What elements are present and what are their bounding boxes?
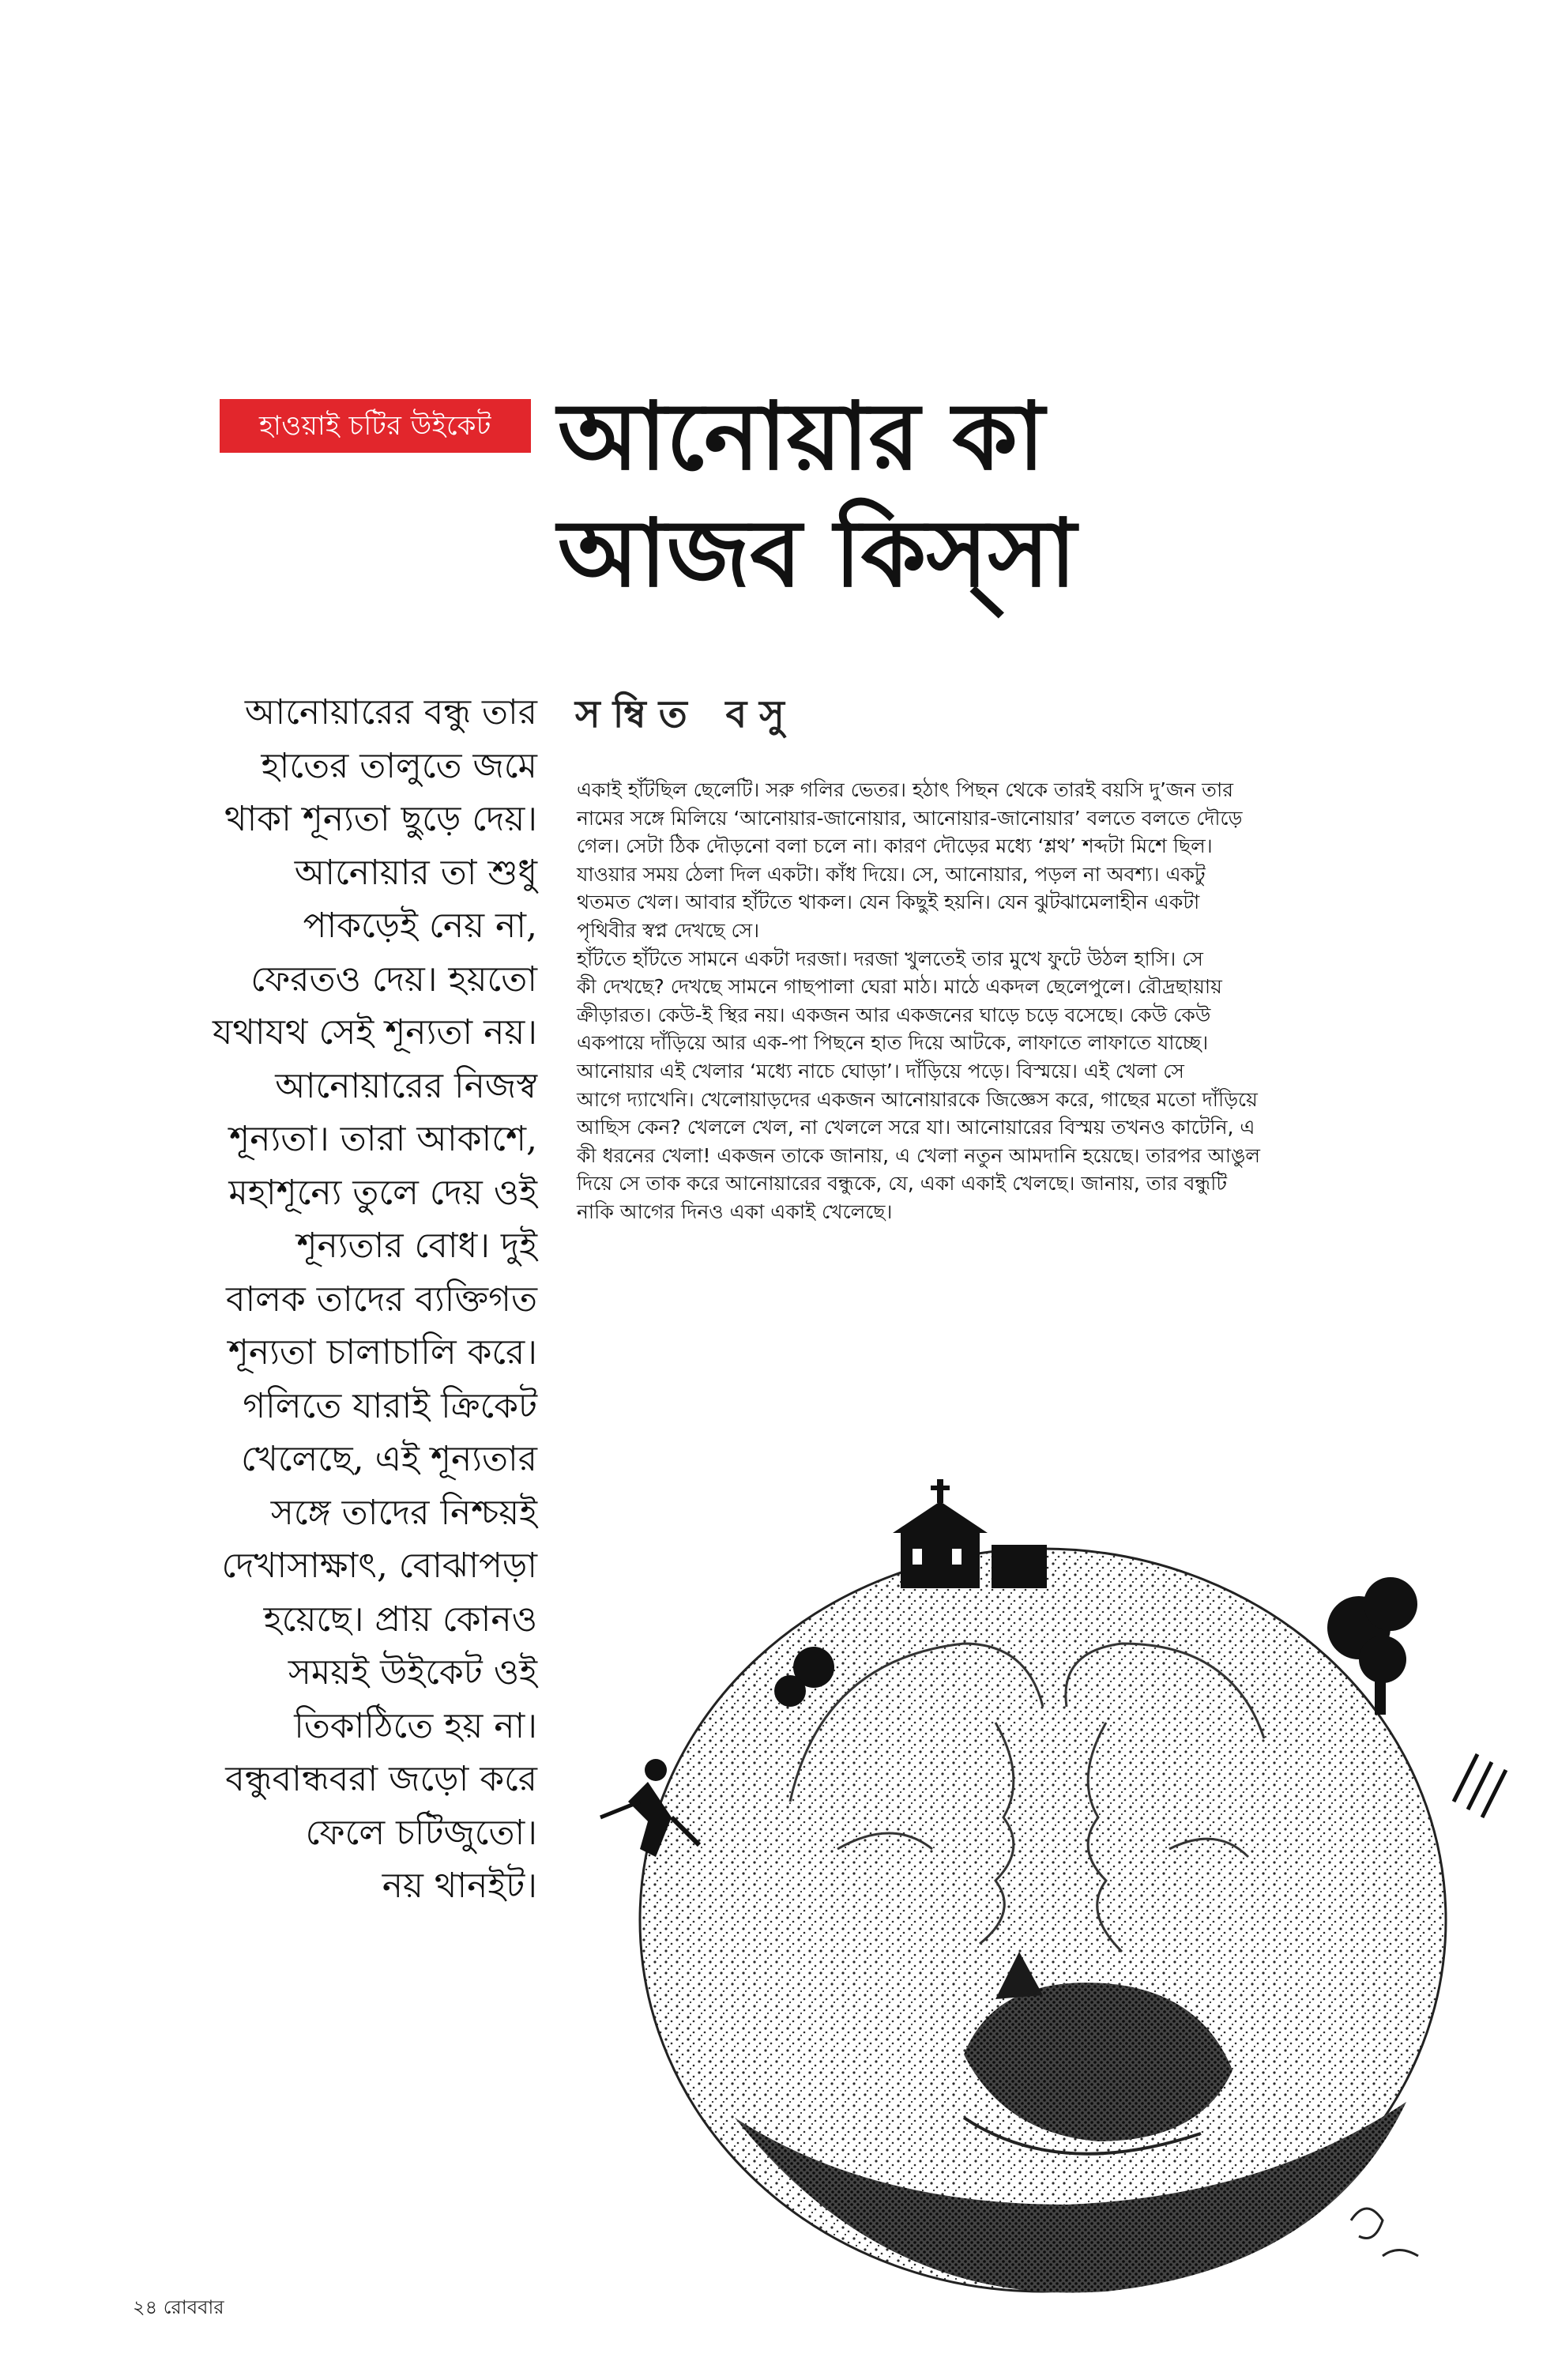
pull-quote (111, 686, 537, 1913)
body-line: একাই হাঁটছিল ছেলেটি। সরু গলির ভেতর। হঠাৎ পিছন থেকে তারই বয়সি দু’জন তার (577, 778, 1233, 801)
body-line: আগে দ্যাখেনি। খেলোয়াড়দের একজন আনোয়ারকে জিজ্ঞেস করে, গাছের মতো দাঁড়িয়ে (577, 1087, 1258, 1111)
wicket-icon (1454, 1754, 1506, 1817)
globe-illustration (553, 1407, 1541, 2339)
body-line: দিয়ে সে তাক করে আনোয়ারের বন্ধুকে, যে, একা একাই খেলছে। জানায়, তার বন্ধুটি (577, 1172, 1228, 1196)
pull-quote-line: শূন্যতা। তারা আকাশে, (229, 1119, 537, 1159)
pull-quote-line: আনোয়ারের বন্ধু তার (244, 692, 537, 732)
pull-quote-line: সময়ই উইকেট ওই (288, 1652, 537, 1693)
body-line: নামের সঙ্গে মিলিয়ে ‘আনোয়ার-জানোয়ার, আনোয়ার-জানোয়ার’ বলতে বলতে দৌড়ে (577, 806, 1243, 830)
body-line: পৃথিবীর স্বপ্ন দেখছে সে। (577, 918, 760, 942)
church-icon (893, 1479, 1047, 1588)
pull-quote-line: ফেলে চটিজুতো। (305, 1812, 537, 1853)
globe (640, 1549, 1446, 2293)
pull-quote-line: যথাযথ সেই শূন্যতা নয়। (213, 1012, 537, 1053)
pull-quote-line: আনোয়ারের নিজস্ব (275, 1065, 537, 1106)
pull-quote-line: আনোয়ার তা শুধু (294, 852, 537, 893)
pull-quote-line: নয় থানইট। (382, 1866, 537, 1906)
body-line: থতমত খেল। আবার হাঁটতে থাকল। যেন কিছুই হয়নি। যেন ঝুটঝামেলাহীন একটা (577, 891, 1200, 914)
body-line: গেল। সেটা ঠিক দৌড়নো বলা চলে না। কারণ দৌড়ের মধ্যে ‘শ্লথ’ শব্দটা মিশে ছিল। (577, 834, 1213, 858)
body-line: কী ধরনের খেলা! একজন তাকে জানায়, এ খেলা নতুন আমদানি হয়েছে। তারপর আঙুল (577, 1143, 1260, 1167)
pull-quote-line: শূন্যতা চালাচালি করে। (228, 1332, 537, 1373)
pull-quote-line: হাতের তালুতে জমে (261, 745, 537, 786)
pull-quote-line: তিকাঠিতে হয় না। (294, 1705, 537, 1746)
body-line: ক্রীড়ারত। কেউ-ই স্থির নয়। একজন আর একজনের ঘাড়ে চড়ে বসেছে। কেউ কেউ (577, 1003, 1211, 1026)
pull-quote-line: হয়েছে। প্রায় কোনও (263, 1599, 537, 1640)
artist-signature (1351, 2209, 1418, 2256)
body-line: আছিস কেন? খেললে খেল, না খেললে সরে যা। আনোয়ারের বিস্ময় তখনও কাটেনি, এ (577, 1116, 1255, 1139)
body-line: হাঁটতে হাঁটতে সামনে একটা দরজা। দরজা খুলতেই তার মুখে ফুটে উঠল হাসি। সে (577, 947, 1203, 970)
body-line: আনোয়ার এই খেলার ‘মধ্যে নাচে ঘোড়া’। দাঁড়িয়ে পড়ে। বিস্ময়ে। এই খেলা সে (577, 1059, 1184, 1083)
pull-quote-line: শূন্যতার বোধ। দুই (296, 1226, 537, 1266)
body-line: একপায়ে দাঁড়িয়ে আর এক-পা পিছনে হাত দিয়ে আটকে, লাফাতে লাফাতে যাচ্ছে। (577, 1031, 1209, 1055)
pull-quote-line: সঙ্গে তাদের নিশ্চয়ই (270, 1492, 537, 1533)
pull-quote-line: পাকড়েই নেয় না, (303, 906, 537, 946)
pull-quote-line: থাকা শূন্যতা ছুড়ে দেয়। (224, 799, 537, 839)
article-title (558, 378, 1348, 612)
pull-quote-line: বন্ধুবান্ধবরা জড়ো করে (225, 1759, 537, 1799)
body-line: নাকি আগের দিনও একা একাই খেলেছে। (577, 1199, 893, 1223)
pull-quote-line: গলিতে যারাই ক্রিকেট (243, 1385, 537, 1426)
author-byline: সম্বিত বসু (575, 692, 797, 736)
pull-quote-line: দেখাসাক্ষাৎ, বোঝাপড়া (221, 1546, 537, 1586)
body-line: কী দেখছে? দেখছে সামনে গাছপালা ঘেরা মাঠ। মাঠে একদল ছেলেপুলে। রৌদ্রছায়ায় (577, 975, 1222, 999)
title-line: আনোয়ার কা (558, 381, 1045, 491)
pull-quote-line: মহাশূন্যে তুলে দেয় ওই (228, 1172, 537, 1213)
pull-quote-line: খেলেছে, এই শূন্যতার (241, 1439, 537, 1479)
title-line: আজব কিস্‌সা (558, 498, 1077, 608)
page-folio: ২৪ রোববার (133, 2296, 224, 2318)
body-line: যাওয়ার সময় ঠেলা দিল একটা। কাঁধ দিয়ে। সে, আনোয়ার, পড়ল না অবশ্য। একটু (577, 862, 1206, 886)
section-tag: হাওয়াই চটির উইকেট (220, 399, 531, 453)
pull-quote-line: ফেরতও দেয়। হয়তো (250, 958, 537, 1000)
article-body (577, 776, 1470, 1226)
pull-quote-line: বালক তাদের ব্যক্তিগত (226, 1278, 537, 1320)
